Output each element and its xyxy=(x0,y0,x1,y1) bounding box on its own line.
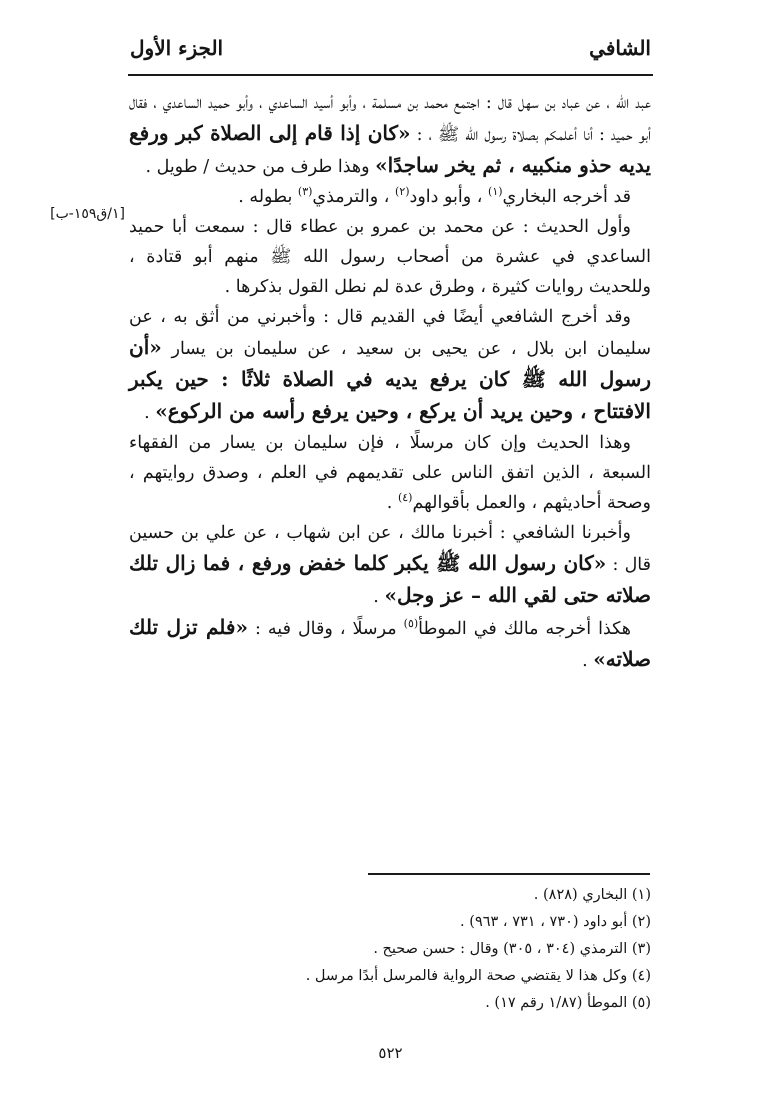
text-segment: وهذا طرف من حديث / طويل . xyxy=(145,157,376,177)
text-segment: . xyxy=(386,493,398,513)
footnote-2: (٢) أبو داود (٧٣٠ ، ٧٣١ ، ٩٦٣) . xyxy=(460,914,651,930)
text-segment: وأخبرنا الشافعي : أخبرنا مالك ، عن ابن شهاب ، عن علي بن حسين قال : xyxy=(129,523,651,575)
text-segment: وقد أخرج الشافعي أيضًا في القديم قال : وأخبرني من أثق به ، عن سليمان ابن بلال ، عن يحيى بن سعيد ، عن سليمان بن يسار xyxy=(129,307,651,359)
hadith-quote: «كان إذا قام إلى الصلاة كبر ورفع يديه حذو منكبيه ، ثم يخر ساجدًا» xyxy=(129,121,651,177)
text-segment: قد أخرجه البخاري xyxy=(502,187,631,207)
text-segment: . xyxy=(144,403,156,423)
footnotes xyxy=(129,882,651,1017)
paragraph-p4 xyxy=(129,302,651,428)
text-segment: وهذا الحديث وإن كان مرسلًا ، فإن سليمان بن يسار من الفقهاء السبعة ، الذين اتفق الناس على تقديمهم في العلم ، وصدق روايتهم ، وصحة أحاديثهم ، والعمل بأقوالهم xyxy=(129,433,651,513)
manuscript-folio-marker: [١/ق١٥٩-ب] xyxy=(50,206,125,222)
footnote-4: (٤) وكل هذا لا يقتضي صحة الرواية فالمرسل أبدًا مرسل . xyxy=(305,968,651,984)
text-segment: هكذا أخرجه مالك في الموطأ xyxy=(418,619,632,639)
text-segment: وأول الحديث : عن محمد بن عمرو بن عطاء قال : سمعت أبا حميد الساعدي في عشرة من أصحاب رسول الله ﷺ منهم أبو قتادة ، وللحديث روايات كثيرة ، وطرق عدة لم نطل القول بذكرها . xyxy=(129,217,651,297)
text-segment: . xyxy=(582,651,594,671)
text-segment: مرسلًا ، وقال فيه : xyxy=(248,619,404,639)
paragraph-p5 xyxy=(129,428,651,518)
text-segment: . xyxy=(373,587,385,607)
paragraph-p6 xyxy=(129,518,651,612)
footnote-ref: (٥) xyxy=(403,617,419,631)
page-number: ٥٢٢ xyxy=(378,1044,403,1062)
footnote-ref: (٣) xyxy=(297,185,313,199)
hadith-quote: «كان رسول الله ﷺ يكبر كلما خفض ورفع ، فما زال تلك صلاته حتى لقي الله – عز وجل» xyxy=(129,551,651,607)
footnote-3: (٣) الترمذي (٣٠٤ ، ٣٠٥) وقال : حسن صحيح . xyxy=(373,941,651,957)
header-rule xyxy=(128,74,653,76)
footnote-ref: (٤) xyxy=(397,491,413,505)
footnote-5: (٥) الموطأ (١/٨٧ رقم ١٧) . xyxy=(485,995,651,1011)
footnote-ref: (١) xyxy=(488,185,503,199)
footnote-1: (١) البخاري (٨٢٨) . xyxy=(533,887,651,903)
hadith-quote: «فلم تزل تلك صلاته» xyxy=(129,615,651,671)
running-head-book-title: الشافي xyxy=(589,36,651,60)
hadith-quote: «أن رسول الله ﷺ كان يرفع يديه في الصلاة ثلاثًا : حين يكبر الافتتاح ، وحين يريد أن يركع ، وحين يرفع رأسه من الركوع» xyxy=(129,335,651,423)
text-segment: عبد الله ، عن عباد بن سهل قال : اجتمع محمد بن مسلمة ، وأبو أسيد الساعدي ، وأبو حميد الساعدي ، فقال أبو حميد : أنا أعلمكم بصلاة رسول الله ﷺ ، : xyxy=(129,93,651,145)
running-head-volume: الجزء الأول xyxy=(130,36,224,60)
text-segment: بطوله . xyxy=(238,187,298,207)
text-segment: ، وأبو داود xyxy=(409,187,489,207)
footnote-ref: (٢) xyxy=(395,185,410,199)
text-segment: ، والترمذي xyxy=(312,187,396,207)
main-text xyxy=(129,88,651,676)
paragraph-p3 xyxy=(129,212,651,302)
footnote-rule xyxy=(368,873,650,875)
paragraph-p7 xyxy=(129,612,651,676)
paragraph-p1 xyxy=(129,88,651,182)
paragraph-p2 xyxy=(129,182,651,212)
